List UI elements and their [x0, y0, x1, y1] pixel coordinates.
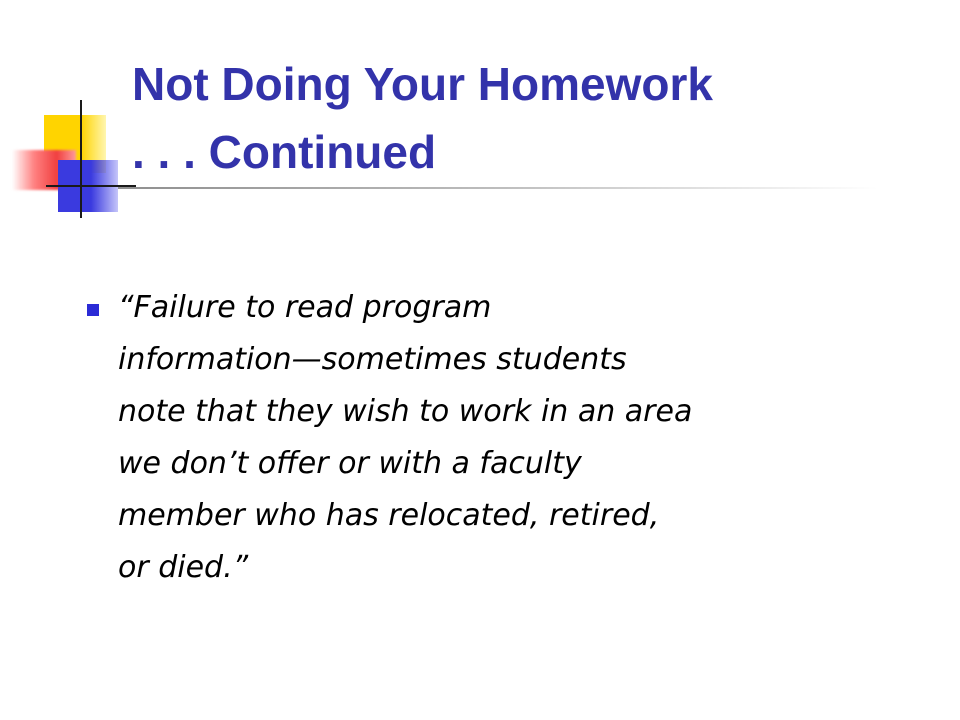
logo-vertical-line — [80, 100, 82, 218]
bullet-list — [87, 282, 907, 594]
decorative-logo-graphic — [0, 0, 140, 230]
title-underline-divider — [118, 187, 878, 189]
slide-title — [132, 50, 942, 186]
square-bullet-icon — [87, 304, 99, 316]
slide-title-line-1: Not Doing Your Homework — [132, 58, 713, 110]
slide-title-line-2: . . . Continued — [132, 126, 437, 178]
bullet-item-text: “Failure to read program information—sometimes students note that they wish to work in an area we don’t offer or with a faculty member who has relocated, retired, or died.” — [118, 290, 693, 585]
